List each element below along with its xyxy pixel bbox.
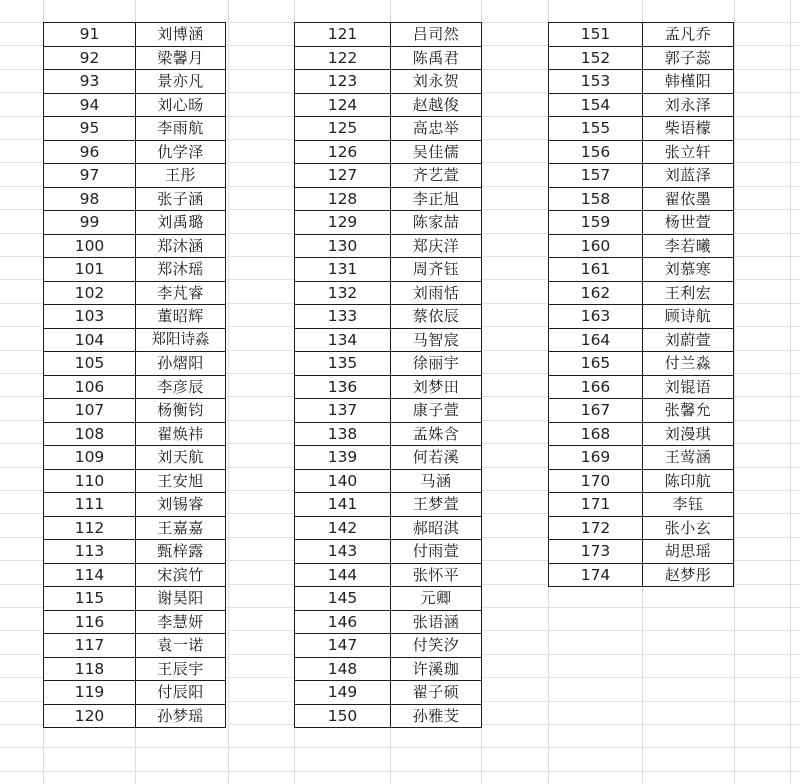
row-number-cell[interactable]: 98	[44, 187, 136, 211]
student-name-cell[interactable]: 郝昭淇	[391, 516, 482, 540]
row-number-cell[interactable]: 164	[549, 328, 643, 352]
table-row	[295, 375, 482, 399]
student-name-cell[interactable]: 李钰	[643, 493, 734, 517]
student-name-cell[interactable]: 刘天航	[136, 446, 226, 470]
roster-table-1	[43, 22, 226, 728]
row-number-cell[interactable]: 137	[295, 399, 391, 423]
table-row	[295, 211, 482, 235]
row-number-cell[interactable]: 115	[44, 587, 136, 611]
table-row	[549, 399, 734, 423]
row-number-cell[interactable]: 134	[295, 328, 391, 352]
row-number-cell[interactable]: 124	[295, 93, 391, 117]
table-row	[295, 563, 482, 587]
table-row	[295, 23, 482, 47]
student-name-cell[interactable]: 王梦萱	[391, 493, 482, 517]
row-number-cell[interactable]: 102	[44, 281, 136, 305]
table-row	[44, 422, 226, 446]
row-number-cell[interactable]: 126	[295, 140, 391, 164]
student-name-cell[interactable]: 孙梦瑶	[136, 704, 226, 728]
grid-column-line	[228, 0, 229, 784]
row-number-cell[interactable]: 106	[44, 375, 136, 399]
student-name-cell[interactable]: 胡思瑶	[643, 540, 734, 564]
student-name-cell[interactable]: 付辰阳	[136, 681, 226, 705]
table-row	[44, 493, 226, 517]
student-name-cell[interactable]: 刘博涵	[136, 23, 226, 47]
row-number-cell[interactable]: 160	[549, 234, 643, 258]
roster-table-2	[294, 22, 482, 728]
student-name-cell[interactable]: 吴佳儒	[391, 140, 482, 164]
row-number-cell[interactable]: 144	[295, 563, 391, 587]
student-name-cell[interactable]: 付笑汐	[391, 634, 482, 658]
student-name-cell[interactable]: 刘永泽	[643, 93, 734, 117]
row-number-cell[interactable]: 145	[295, 587, 391, 611]
student-name-cell[interactable]: 张小玄	[643, 516, 734, 540]
row-number-cell[interactable]: 139	[295, 446, 391, 470]
table-row	[44, 281, 226, 305]
row-number-cell[interactable]: 172	[549, 516, 643, 540]
student-name-cell[interactable]: 张馨允	[643, 399, 734, 423]
row-number-cell[interactable]: 129	[295, 211, 391, 235]
grid-column-line	[734, 0, 735, 784]
student-name-cell[interactable]: 袁一诺	[136, 634, 226, 658]
table-row	[295, 140, 482, 164]
table-row	[295, 328, 482, 352]
student-name-cell[interactable]: 蔡依辰	[391, 305, 482, 329]
table-row	[295, 93, 482, 117]
student-name-cell[interactable]: 杨世萱	[643, 211, 734, 235]
student-name-cell[interactable]: 王莺涵	[643, 446, 734, 470]
row-number-cell[interactable]: 109	[44, 446, 136, 470]
row-number-cell[interactable]: 168	[549, 422, 643, 446]
row-number-cell[interactable]: 140	[295, 469, 391, 493]
table-row	[295, 610, 482, 634]
student-name-cell[interactable]: 王辰宇	[136, 657, 226, 681]
row-number-cell[interactable]: 111	[44, 493, 136, 517]
table-row	[44, 610, 226, 634]
table-row	[44, 446, 226, 470]
table-row	[295, 681, 482, 705]
row-number-cell[interactable]: 105	[44, 352, 136, 376]
row-number-cell[interactable]: 152	[549, 46, 643, 70]
table-row	[549, 281, 734, 305]
row-number-cell[interactable]: 110	[44, 469, 136, 493]
row-number-cell[interactable]: 121	[295, 23, 391, 47]
row-number-cell[interactable]: 143	[295, 540, 391, 564]
table-row	[295, 164, 482, 188]
row-number-cell[interactable]: 118	[44, 657, 136, 681]
student-name-cell[interactable]: 韩槿阳	[643, 70, 734, 94]
table-row	[295, 117, 482, 141]
table-row	[549, 563, 734, 587]
row-number-cell[interactable]: 173	[549, 540, 643, 564]
table-row	[295, 657, 482, 681]
row-number-cell[interactable]: 149	[295, 681, 391, 705]
row-number-cell[interactable]: 104	[44, 328, 136, 352]
student-name-cell[interactable]: 吕司然	[391, 23, 482, 47]
table-row	[44, 93, 226, 117]
student-name-cell[interactable]: 张语涵	[391, 610, 482, 634]
student-name-cell[interactable]: 谢昊阳	[136, 587, 226, 611]
row-number-cell[interactable]: 162	[549, 281, 643, 305]
row-number-cell[interactable]: 130	[295, 234, 391, 258]
row-number-cell[interactable]: 113	[44, 540, 136, 564]
row-number-cell[interactable]: 169	[549, 446, 643, 470]
student-name-cell[interactable]: 李正旭	[391, 187, 482, 211]
student-name-cell[interactable]: 马涵	[391, 469, 482, 493]
student-name-cell[interactable]: 张立轩	[643, 140, 734, 164]
row-number-cell[interactable]: 150	[295, 704, 391, 728]
table-row	[549, 187, 734, 211]
student-name-cell[interactable]: 齐艺萱	[391, 164, 482, 188]
student-name-cell[interactable]: 李慧妍	[136, 610, 226, 634]
table-row	[44, 305, 226, 329]
student-name-cell[interactable]: 赵梦彤	[643, 563, 734, 587]
row-number-cell[interactable]: 103	[44, 305, 136, 329]
row-number-cell[interactable]: 97	[44, 164, 136, 188]
student-name-cell[interactable]: 王嘉嘉	[136, 516, 226, 540]
table-row	[44, 704, 226, 728]
student-name-cell[interactable]: 刘禹璐	[136, 211, 226, 235]
row-number-cell[interactable]: 119	[44, 681, 136, 705]
roster-table-3	[548, 22, 734, 587]
grid-row-line	[0, 771, 800, 772]
student-name-cell[interactable]: 陈禹君	[391, 46, 482, 70]
table-row	[549, 164, 734, 188]
student-name-cell[interactable]: 何若溪	[391, 446, 482, 470]
table-row	[295, 352, 482, 376]
row-number-cell[interactable]: 142	[295, 516, 391, 540]
student-name-cell[interactable]: 翟子硕	[391, 681, 482, 705]
table-row	[549, 70, 734, 94]
row-number-cell[interactable]: 174	[549, 563, 643, 587]
table-row	[549, 493, 734, 517]
table-row	[549, 469, 734, 493]
student-name-cell[interactable]: 王彤	[136, 164, 226, 188]
student-name-cell[interactable]: 梁馨月	[136, 46, 226, 70]
table-row	[549, 23, 734, 47]
row-number-cell[interactable]: 155	[549, 117, 643, 141]
table-row	[549, 540, 734, 564]
row-number-cell[interactable]: 123	[295, 70, 391, 94]
table-row	[295, 46, 482, 70]
row-number-cell[interactable]: 95	[44, 117, 136, 141]
student-name-cell[interactable]: 翟依墨	[643, 187, 734, 211]
row-number-cell[interactable]: 125	[295, 117, 391, 141]
row-number-cell[interactable]: 96	[44, 140, 136, 164]
student-name-cell[interactable]: 刘心旸	[136, 93, 226, 117]
row-number-cell[interactable]: 101	[44, 258, 136, 282]
student-name-cell[interactable]: 刘雨恬	[391, 281, 482, 305]
table-row	[295, 187, 482, 211]
table-row	[549, 328, 734, 352]
row-number-cell[interactable]: 133	[295, 305, 391, 329]
student-name-cell[interactable]: 刘锡睿	[136, 493, 226, 517]
table-row	[44, 399, 226, 423]
table-row	[295, 516, 482, 540]
row-number-cell[interactable]: 117	[44, 634, 136, 658]
student-name-cell[interactable]: 孙熠阳	[136, 352, 226, 376]
student-name-cell[interactable]: 王利宏	[643, 281, 734, 305]
table-row	[44, 634, 226, 658]
student-name-cell[interactable]: 李雨航	[136, 117, 226, 141]
table-row	[44, 164, 226, 188]
table-row	[44, 23, 226, 47]
table-row	[295, 422, 482, 446]
student-name-cell[interactable]: 柴语檬	[643, 117, 734, 141]
row-number-cell[interactable]: 157	[549, 164, 643, 188]
student-name-cell[interactable]: 康子萱	[391, 399, 482, 423]
student-name-cell[interactable]: 付雨萱	[391, 540, 482, 564]
row-number-cell[interactable]: 112	[44, 516, 136, 540]
table-row	[44, 681, 226, 705]
table-row	[549, 46, 734, 70]
table-row	[549, 211, 734, 235]
table-row	[44, 46, 226, 70]
student-name-cell[interactable]: 刘蓝泽	[643, 164, 734, 188]
row-number-cell[interactable]: 131	[295, 258, 391, 282]
table-row	[549, 446, 734, 470]
table-row	[295, 258, 482, 282]
table-row	[295, 540, 482, 564]
student-name-cell[interactable]: 张怀平	[391, 563, 482, 587]
student-name-cell[interactable]: 景亦凡	[136, 70, 226, 94]
row-number-cell[interactable]: 141	[295, 493, 391, 517]
student-name-cell[interactable]: 徐丽宇	[391, 352, 482, 376]
grid-row-line	[0, 747, 800, 748]
student-name-cell[interactable]: 陈家喆	[391, 211, 482, 235]
student-name-cell[interactable]: 张子涵	[136, 187, 226, 211]
student-name-cell[interactable]: 郭子蕊	[643, 46, 734, 70]
student-name-cell[interactable]: 翟焕祎	[136, 422, 226, 446]
table-row	[44, 469, 226, 493]
student-name-cell[interactable]: 许溪珈	[391, 657, 482, 681]
student-name-cell[interactable]: 周齐钰	[391, 258, 482, 282]
row-number-cell[interactable]: 148	[295, 657, 391, 681]
table-row	[44, 234, 226, 258]
row-number-cell[interactable]: 94	[44, 93, 136, 117]
student-name-cell[interactable]: 李芃睿	[136, 281, 226, 305]
table-row	[44, 540, 226, 564]
table-row	[295, 469, 482, 493]
row-number-cell[interactable]: 146	[295, 610, 391, 634]
student-name-cell[interactable]: 李彦辰	[136, 375, 226, 399]
student-name-cell[interactable]: 顾诗航	[643, 305, 734, 329]
table-row	[44, 516, 226, 540]
row-number-cell[interactable]: 165	[549, 352, 643, 376]
row-number-cell[interactable]: 91	[44, 23, 136, 47]
table-row	[44, 70, 226, 94]
grid-column-line	[790, 0, 791, 784]
row-number-cell[interactable]: 122	[295, 46, 391, 70]
table-row	[44, 187, 226, 211]
student-name-cell[interactable]: 元卿	[391, 587, 482, 611]
table-row	[549, 140, 734, 164]
row-number-cell[interactable]: 108	[44, 422, 136, 446]
table-row	[549, 375, 734, 399]
student-name-cell[interactable]: 甄梓露	[136, 540, 226, 564]
table-row	[549, 93, 734, 117]
table-row	[44, 117, 226, 141]
student-name-cell[interactable]: 董昭辉	[136, 305, 226, 329]
student-name-cell[interactable]: 孙雅芠	[391, 704, 482, 728]
table-row	[295, 634, 482, 658]
table-row	[549, 305, 734, 329]
row-number-cell[interactable]: 128	[295, 187, 391, 211]
table-row	[44, 587, 226, 611]
student-name-cell[interactable]: 孟凡乔	[643, 23, 734, 47]
student-name-cell[interactable]: 刘慕寒	[643, 258, 734, 282]
row-number-cell[interactable]: 158	[549, 187, 643, 211]
student-name-cell[interactable]: 高忠举	[391, 117, 482, 141]
student-name-cell[interactable]: 孟姝含	[391, 422, 482, 446]
student-name-cell[interactable]: 李若曦	[643, 234, 734, 258]
row-number-cell[interactable]: 99	[44, 211, 136, 235]
table-row	[295, 493, 482, 517]
row-number-cell[interactable]: 156	[549, 140, 643, 164]
table-row	[549, 422, 734, 446]
row-number-cell[interactable]: 163	[549, 305, 643, 329]
table-row	[295, 281, 482, 305]
row-number-cell[interactable]: 159	[549, 211, 643, 235]
row-number-cell[interactable]: 127	[295, 164, 391, 188]
row-number-cell[interactable]: 114	[44, 563, 136, 587]
student-name-cell[interactable]: 付兰淼	[643, 352, 734, 376]
student-name-cell[interactable]: 刘漫琪	[643, 422, 734, 446]
table-row	[295, 234, 482, 258]
table-row	[44, 211, 226, 235]
row-number-cell[interactable]: 93	[44, 70, 136, 94]
row-number-cell[interactable]: 171	[549, 493, 643, 517]
student-name-cell[interactable]: 郑沐瑶	[136, 258, 226, 282]
student-name-cell[interactable]: 王安旭	[136, 469, 226, 493]
table-row	[295, 70, 482, 94]
table-row	[44, 328, 226, 352]
row-number-cell[interactable]: 167	[549, 399, 643, 423]
student-name-cell[interactable]: 陈印航	[643, 469, 734, 493]
table-row	[295, 704, 482, 728]
table-row	[549, 258, 734, 282]
row-number-cell[interactable]: 116	[44, 610, 136, 634]
table-row	[549, 352, 734, 376]
row-number-cell[interactable]: 154	[549, 93, 643, 117]
student-name-cell[interactable]: 刘蔚萱	[643, 328, 734, 352]
table-row	[549, 117, 734, 141]
student-name-cell[interactable]: 仇学泽	[136, 140, 226, 164]
row-number-cell[interactable]: 138	[295, 422, 391, 446]
table-row	[44, 352, 226, 376]
table-row	[44, 563, 226, 587]
row-number-cell[interactable]: 161	[549, 258, 643, 282]
table-row	[295, 587, 482, 611]
row-number-cell[interactable]: 92	[44, 46, 136, 70]
row-number-cell[interactable]: 153	[549, 70, 643, 94]
table-row	[549, 234, 734, 258]
table-row	[295, 305, 482, 329]
table-row	[295, 399, 482, 423]
row-number-cell[interactable]: 136	[295, 375, 391, 399]
row-number-cell[interactable]: 166	[549, 375, 643, 399]
row-number-cell[interactable]: 132	[295, 281, 391, 305]
row-number-cell[interactable]: 107	[44, 399, 136, 423]
table-row	[44, 258, 226, 282]
table-row	[44, 657, 226, 681]
student-name-cell[interactable]: 郑庆洋	[391, 234, 482, 258]
student-name-cell[interactable]: 杨衡钧	[136, 399, 226, 423]
student-name-cell[interactable]: 刘永贺	[391, 70, 482, 94]
row-number-cell[interactable]: 135	[295, 352, 391, 376]
row-number-cell[interactable]: 170	[549, 469, 643, 493]
table-row	[44, 375, 226, 399]
student-name-cell[interactable]: 刘锟语	[643, 375, 734, 399]
row-number-cell[interactable]: 151	[549, 23, 643, 47]
student-name-cell[interactable]: 郑阳诗淼	[136, 328, 226, 352]
row-number-cell[interactable]: 100	[44, 234, 136, 258]
row-number-cell[interactable]: 120	[44, 704, 136, 728]
student-name-cell[interactable]: 郑沐涵	[136, 234, 226, 258]
table-row	[295, 446, 482, 470]
student-name-cell[interactable]: 赵越俊	[391, 93, 482, 117]
row-number-cell[interactable]: 147	[295, 634, 391, 658]
table-row	[549, 516, 734, 540]
student-name-cell[interactable]: 宋滨竹	[136, 563, 226, 587]
table-row	[44, 140, 226, 164]
student-name-cell[interactable]: 马智宸	[391, 328, 482, 352]
student-name-cell[interactable]: 刘梦田	[391, 375, 482, 399]
